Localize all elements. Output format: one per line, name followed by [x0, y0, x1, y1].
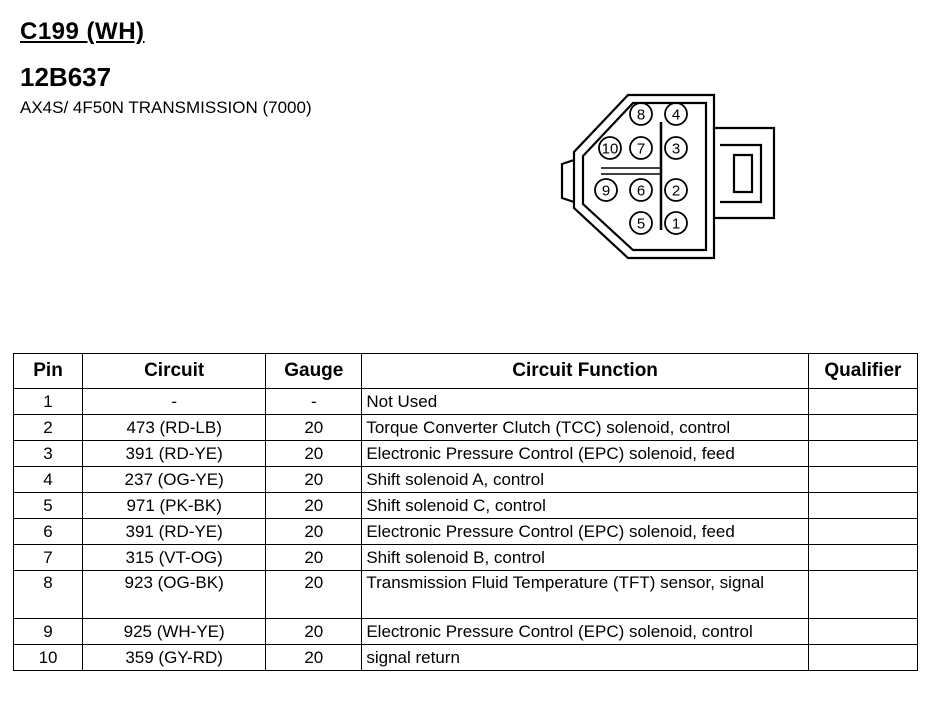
pin-cell: 9 — [14, 619, 83, 645]
function-cell: Transmission Fluid Temperature (TFT) sensor, signal — [362, 571, 808, 619]
function-cell: Shift solenoid B, control — [362, 545, 808, 571]
connector-face-diagram — [556, 90, 786, 270]
function-cell: Not Used — [362, 389, 808, 415]
component-name: AX4S/ 4F50N TRANSMISSION (7000) — [20, 98, 312, 117]
function-cell: signal return — [362, 645, 808, 671]
function-cell: Shift solenoid C, control — [362, 493, 808, 519]
circuit-cell: 971 (PK-BK) — [83, 493, 266, 519]
pin-cell: 2 — [14, 415, 83, 441]
function-cell: Electronic Pressure Control (EPC) solenoid, feed — [362, 441, 808, 467]
table-row — [14, 619, 918, 645]
function-cell: Shift solenoid A, control — [362, 467, 808, 493]
circuit-cell: 391 (RD-YE) — [83, 519, 266, 545]
pin-number-label: 4 — [671, 106, 681, 124]
gauge-cell: 20 — [266, 493, 362, 519]
row-divider — [601, 168, 660, 174]
header-qualifier: Qualifier — [808, 354, 917, 389]
qualifier-cell — [808, 645, 917, 671]
header-circuit: Circuit — [83, 354, 266, 389]
pin-number-label: 7 — [636, 140, 646, 158]
table-row — [14, 571, 918, 619]
gauge-cell: 20 — [266, 467, 362, 493]
pin-table — [13, 353, 918, 671]
gauge-cell: 20 — [266, 441, 362, 467]
qualifier-cell — [808, 467, 917, 493]
pin-number-label: 6 — [636, 182, 646, 200]
gauge-cell: 20 — [266, 645, 362, 671]
qualifier-cell — [808, 415, 917, 441]
circuit-cell: 473 (RD-LB) — [83, 415, 266, 441]
pin-cell: 5 — [14, 493, 83, 519]
qualifier-cell — [808, 519, 917, 545]
circuit-cell: 925 (WH-YE) — [83, 619, 266, 645]
pin-cell: 10 — [14, 645, 83, 671]
side-key — [562, 160, 574, 202]
pin-number-label: 1 — [671, 215, 681, 233]
header-gauge: Gauge — [266, 354, 362, 389]
function-cell: Torque Converter Clutch (TCC) solenoid, control — [362, 415, 808, 441]
pin-number-label: 2 — [671, 182, 681, 200]
table-row — [14, 519, 918, 545]
table-row — [14, 467, 918, 493]
table-row — [14, 545, 918, 571]
table-row — [14, 645, 918, 671]
qualifier-cell — [808, 545, 917, 571]
pin-cell: 6 — [14, 519, 83, 545]
circuit-cell: 237 (OG-YE) — [83, 467, 266, 493]
pin-number-label: 10 — [601, 140, 619, 158]
qualifier-cell — [808, 493, 917, 519]
table-row — [14, 415, 918, 441]
gauge-cell: 20 — [266, 571, 362, 619]
pin-cell: 8 — [14, 571, 83, 619]
circuit-cell: - — [83, 389, 266, 415]
pin-cell: 4 — [14, 467, 83, 493]
gauge-cell: - — [266, 389, 362, 415]
function-cell: Electronic Pressure Control (EPC) solenoid, control — [362, 619, 808, 645]
pin-cell: 7 — [14, 545, 83, 571]
gauge-cell: 20 — [266, 545, 362, 571]
circuit-cell: 315 (VT-OG) — [83, 545, 266, 571]
latch-tab — [734, 155, 752, 192]
part-number: 12B637 — [20, 62, 112, 92]
connector-title: C199 (WH) — [20, 18, 145, 45]
circuit-cell: 359 (GY-RD) — [83, 645, 266, 671]
table-row — [14, 389, 918, 415]
latch-frame — [720, 145, 761, 202]
pin-cell: 1 — [14, 389, 83, 415]
pin-cell: 3 — [14, 441, 83, 467]
qualifier-cell — [808, 389, 917, 415]
pin-number-label: 9 — [601, 182, 611, 200]
circuit-cell: 391 (RD-YE) — [83, 441, 266, 467]
header-pin: Pin — [14, 354, 83, 389]
pin-number-label: 8 — [636, 106, 646, 124]
pin-number-label: 5 — [636, 215, 646, 233]
table-header-row — [14, 354, 918, 389]
header-function: Circuit Function — [362, 354, 808, 389]
circuit-cell: 923 (OG-BK) — [83, 571, 266, 619]
qualifier-cell — [808, 619, 917, 645]
pin-number-label: 3 — [671, 140, 681, 158]
qualifier-cell — [808, 441, 917, 467]
gauge-cell: 20 — [266, 415, 362, 441]
qualifier-cell — [808, 571, 917, 619]
gauge-cell: 20 — [266, 619, 362, 645]
table-row — [14, 441, 918, 467]
table-row — [14, 493, 918, 519]
function-cell: Electronic Pressure Control (EPC) solenoid, feed — [362, 519, 808, 545]
gauge-cell: 20 — [266, 519, 362, 545]
